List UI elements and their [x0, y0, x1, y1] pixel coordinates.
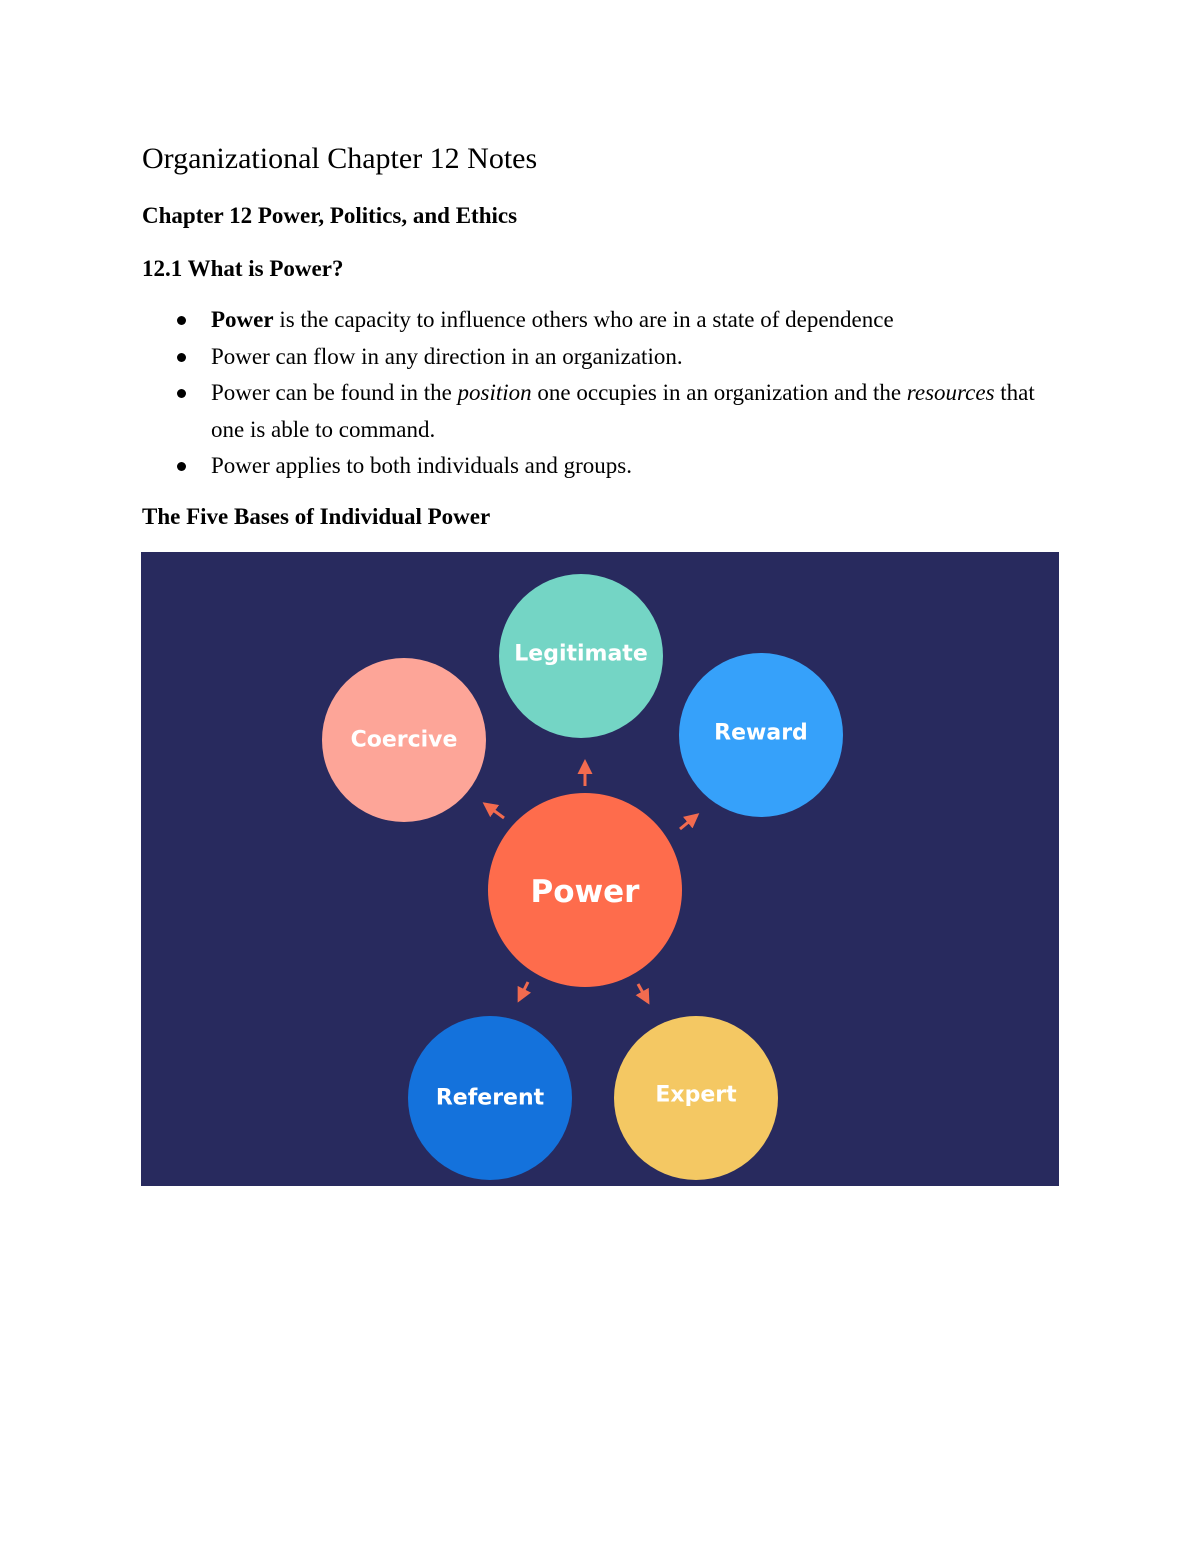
- power-bases-diagram: [141, 552, 1059, 1186]
- arrow-to-expert: [638, 984, 648, 1002]
- list-item: [142, 448, 1062, 485]
- arrow-to-coercive: [485, 804, 504, 818]
- section-heading: 12.1 What is Power?: [142, 256, 344, 281]
- bullet-icon: [177, 316, 186, 325]
- bullet-icon: [177, 353, 186, 362]
- node-reward: [679, 653, 843, 817]
- bullet-icon: [177, 389, 186, 398]
- node-legitimate: [499, 574, 663, 738]
- node-legitimate-label: Legitimate: [514, 641, 648, 667]
- node-referent: [408, 1016, 572, 1180]
- bullet-text: one occupies in an organization and the: [531, 380, 907, 405]
- node-referent-label: Referent: [435, 1085, 545, 1111]
- node-coercive-label: Coercive: [350, 727, 458, 753]
- bold-term: Power: [211, 307, 274, 332]
- document-title: Organizational Chapter 12 Notes: [142, 142, 538, 175]
- bullet-text: Power applies to both individuals and groups.: [211, 453, 632, 478]
- power-bases-svg: [141, 552, 1059, 1186]
- figure-heading: The Five Bases of Individual Power: [142, 504, 491, 529]
- list-item: [142, 302, 1062, 339]
- node-expert: [614, 1016, 778, 1180]
- node-reward-label: Reward: [714, 720, 808, 746]
- bullet-text: that one is able to command.: [211, 380, 1035, 442]
- node-power-label: Power: [530, 874, 640, 910]
- bullet-text: Power can be found in the: [211, 380, 458, 405]
- node-expert-label: Expert: [655, 1082, 737, 1108]
- bullet-text: is the capacity to influence others who are in a state of dependence: [273, 307, 894, 332]
- italic-term: position: [457, 380, 532, 405]
- arrow-to-referent: [519, 982, 528, 1000]
- list-item: [142, 339, 1062, 376]
- chapter-heading: Chapter 12 Power, Politics, and Ethics: [142, 203, 518, 228]
- list-item: [142, 375, 1062, 448]
- bullet-list: [142, 302, 1062, 485]
- bullet-text: Power can flow in any direction in an organization.: [211, 343, 683, 369]
- node-coercive: [322, 658, 486, 822]
- arrow-to-reward: [680, 815, 697, 829]
- bullet-icon: [177, 462, 186, 471]
- italic-term: resources: [906, 380, 995, 405]
- node-power: [488, 793, 682, 987]
